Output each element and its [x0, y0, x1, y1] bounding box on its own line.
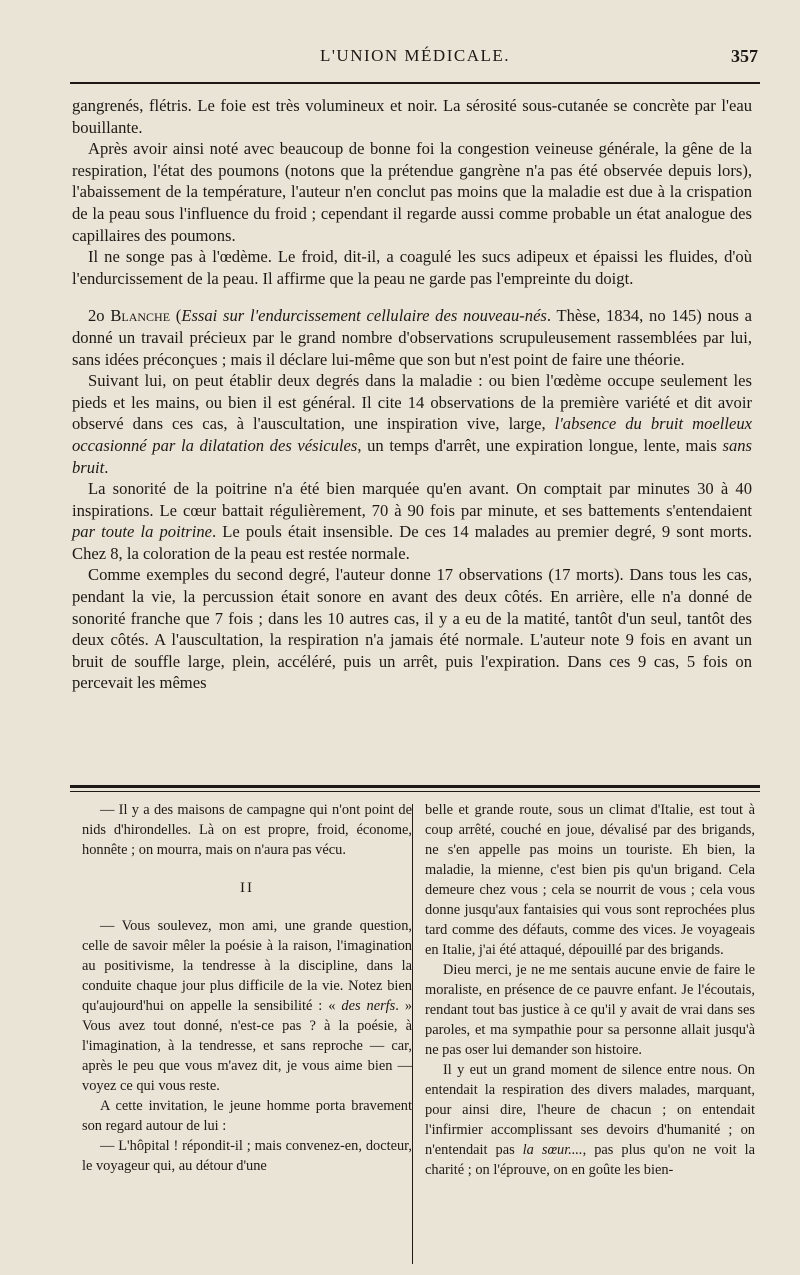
feuilleton-rule-bottom	[70, 791, 760, 792]
text-run: , un temps d'arrêt, une expiration longue, lente, mais	[357, 435, 723, 455]
author-name: Blanche	[110, 306, 171, 326]
text-run: , pas plus qu'on ne voit la charité ; on l'éprouve, on en goûte les bien-	[425, 1142, 755, 1178]
paragraph-blanche: 2o Blanche (Essai sur l'endurcissement cellulaire des nouveau-nés. Thèse, 1834, no 145) nous a donné un travail précieux par le grand nombre d'observations scrupuleusement rassemblées par lui, sans idées préconçues ; mais il déclare lui-même que son but n'est point de faire une théorie.	[72, 306, 752, 369]
running-title: L'UNION MÉDICALE.	[319, 46, 511, 65]
paragraph	[82, 916, 412, 1096]
text-run: Suivant lui, on peut établir deux degrés dans la maladie : ou bien l'œdème occupe seulement les pieds et les mains, ou bien il est général. Il cite 14 observations de la première variété et dit avoir observé dans ces cas, à l'auscultation, une inspiration vive, large,	[72, 371, 752, 434]
feuilleton-rule-top	[70, 785, 760, 788]
paragraph	[425, 1060, 755, 1180]
italic-run: sans bruit	[72, 435, 752, 477]
text-run: . Thèse, 1834, no 145) nous a donné un travail précieux par le grand nombre d'observations scrupuleusement rassemblées par lui, sans idées préconçues ; mais il déclare lui-même que son but n'est point de faire une théorie.	[72, 306, 752, 369]
page-header	[70, 46, 760, 72]
italic-run: des nerfs	[341, 998, 396, 1014]
paragraph	[72, 478, 752, 564]
feuilleton-right-column	[425, 800, 755, 1180]
italic-run: l'absence du bruit moelleux occasionné par la dilatation des vésicules	[72, 414, 752, 455]
paragraph: — L'hôpital ! répondit-il ; mais convenez-en, docteur, le voyageur qui, au détour d'une	[82, 1138, 412, 1174]
italic-run: par toute la poitrine	[72, 522, 213, 542]
paragraph: Comme exemples du second degré, l'auteur donne 17 observations (17 morts). Dans tous les cas, pendant la vie, la percussion était sonore en avant des deux côtés. En arrière, elle n'a donné de sonorité franche que 7 fois ; dans les 10 autres cas, il y a eu de la matité, tantôt d'un seul, tantôt des deux côtés. A l'auscultation, la respiration n'a jamais été normale. L'auteur note 9 fois en avant un bruit de souffle large, plein, accéléré, puis un arrêt, puis l'expiration. Dans ces 9 cas, 5 fois on percevait les mêmes	[72, 565, 752, 693]
paragraph: gangrenés, flétris. Le foie est très volumineux et noir. La sérosité sous-cutanée se concrète par l'eau bouillante.	[72, 96, 752, 137]
text-run: La sonorité de la poitrine n'a été bien marquée qu'en avant. On comptait par minutes 30 à 40 inspirations. Le cœur battait régulièrement, 70 à 90 fois par minute, et ses battements s'entendaient	[72, 479, 752, 520]
work-title: Essai sur l'endurcissement cellulaire des nouveau-nés	[181, 306, 547, 326]
paragraph: Après avoir ainsi noté avec beaucoup de bonne foi la congestion veineuse générale, la gêne de la respiration, l'état des poumons (notons que la prétendue gangrène n'a pas été observée depuis lors), l'abaissement de la température, l'auteur n'en conclut pas moins que la maladie est due à la crispation de la peau sous l'influence du froid ; cependant il regarde aussi comme probable un état analogue des capillaires des poumons.	[72, 139, 752, 245]
section-number: II	[240, 880, 254, 896]
paragraph: Dieu merci, je ne me sentais aucune envie de faire le moraliste, en présence de ce pauvre enfant. Je l'écoutais, rendant tout bas justice à ce qu'il y avait de vrai dans ses paroles, et ma sympathie pour sa personne allait jusqu'à ne pas oser lui demander son histoire.	[425, 962, 755, 1058]
paragraph: belle et grande route, sous un climat d'Italie, est tout à coup arrêté, couché en joue, dévalisé par des brigands, ne s'en appelle pas moins un touriste. Eh bien, la maladie, la mienne, c'est bien pis qu'un brigand. Cela demeure chez vous ; cela se nourrit de vous ; cela vous donne jusqu'aux fantaisies qui vous sont reprochées plus tard comme des défauts, comme des vices. Je voyageais en Italie, j'ai été attaqué, dépouillé par des brigands.	[425, 802, 755, 958]
paragraph	[72, 370, 752, 478]
paragraph: — Il y a des maisons de campagne qui n'ont point de nids d'hirondelles. Là on est propre, froid, économe, honnête ; on mourra, mais on n'aura pas vécu.	[82, 802, 412, 858]
page-number: 357	[731, 46, 758, 66]
header-rule	[70, 82, 760, 84]
paragraph: A cette invitation, le jeune homme porta bravement son regard autour de lui :	[82, 1098, 412, 1134]
ordinal: 2o	[88, 306, 111, 326]
text-run: . » Vous avez tout donné, n'est-ce pas ? à la poésie, à l'imagination, à la tendresse, et sans reproche — car, après le peu que vous m'avez dit, je vous aime bien — voyez ce qui vous reste.	[82, 998, 413, 1094]
text-run: — Vous soulevez, mon ami, une grande question, celle de savoir mêler la poésie à la raison, l'imagination au positivisme, la tendresse à la discipline, dans la conduite chaque jour plus difficile de la vie. Notez bien qu'aujourd'hui on appelle la sensibilité : «	[82, 918, 412, 1014]
text-run: Il y eut un grand moment de silence entre nous. On entendait la respiration des divers malades, marquant, pour ainsi dire, l'heure de chacun ; on entendait l'infirmier accomplissant ses devoirs d'humanité ; on n'entendait pas	[425, 1062, 755, 1158]
main-article	[72, 95, 752, 694]
column-divider	[412, 804, 413, 1264]
text-run: .	[104, 457, 109, 477]
feuilleton-left-column	[82, 800, 412, 1176]
paragraph: Il ne songe pas à l'œdème. Le froid, dit-il, a coagulé les sucs adipeux et épaissi les fluides, d'où l'endurcissement de la peau. Il affirme que la peau ne garde pas l'empreinte du doigt.	[72, 247, 752, 288]
text-run: . Le pouls était insensible. De ces 14 malades au premier degré, 9 sont morts. Chez 8, la coloration de la peau est restée normale.	[72, 522, 752, 563]
italic-run: la sœur....	[522, 1142, 583, 1158]
